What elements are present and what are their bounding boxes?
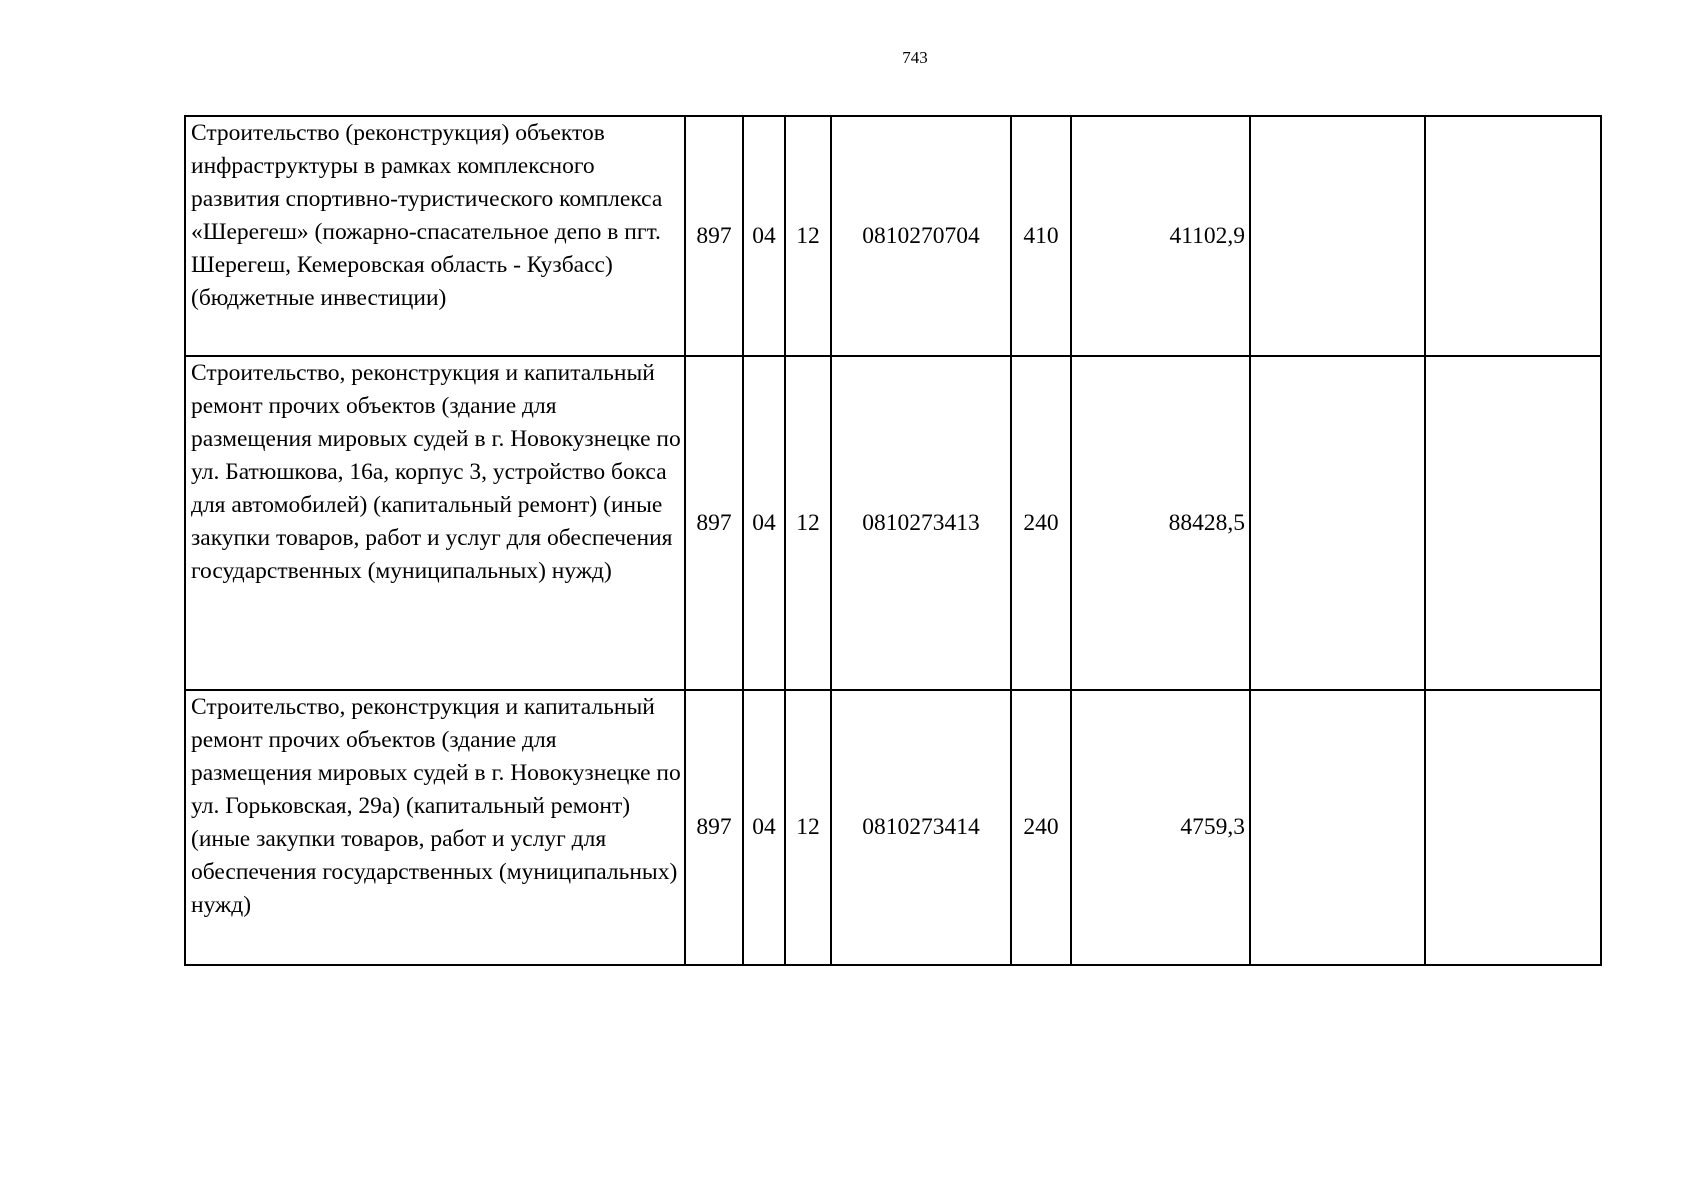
expense-type-code: 240 xyxy=(1011,356,1071,690)
amount: 88428,5 xyxy=(1071,356,1250,690)
ministry-code: 897 xyxy=(685,116,743,356)
budget-table xyxy=(184,115,1602,966)
empty-cell xyxy=(1250,116,1425,356)
subsection-code: 12 xyxy=(785,690,831,965)
section-code: 04 xyxy=(743,116,785,356)
ministry-code: 897 xyxy=(685,690,743,965)
empty-cell xyxy=(1425,356,1601,690)
target-article-code: 0810270704 xyxy=(831,116,1011,356)
table-row xyxy=(185,356,1601,690)
row-description: Строительство, реконструкция и капитальный ремонт прочих объектов (здание для размещения мировых судей в г. Новокузнецке по ул. Горьковская, 29а) (капитальный ремонт) (иные закупки товаров, работ и услуг для обеспечения государственных (муниципальных) нужд) xyxy=(185,690,685,965)
row-description: Строительство, реконструкция и капитальный ремонт прочих объектов (здание для размещения мировых судей в г. Новокузнецке по ул. Батюшкова, 16а, корпус 3, устройство бокса для автомобилей) (капитальный ремонт) (иные закупки товаров, работ и услуг для обеспечения государственных (муниципальных) нужд) xyxy=(185,356,685,690)
page-number: 743 xyxy=(902,48,928,67)
target-article-code: 0810273414 xyxy=(831,690,1011,965)
empty-cell xyxy=(1425,116,1601,356)
expense-type-code: 240 xyxy=(1011,690,1071,965)
empty-cell xyxy=(1250,690,1425,965)
ministry-code: 897 xyxy=(685,356,743,690)
table-row xyxy=(185,690,1601,965)
empty-cell xyxy=(1250,356,1425,690)
row-description: Строительство (реконструкция) объектов инфраструктуры в рамках комплексного развития спортивно-туристического комплекса «Шерегеш» (пожарно-спасательное депо в пгт. Шерегеш, Кемеровская область - Кузбасс) (бюджетные инвестиции) xyxy=(185,116,685,356)
table-row xyxy=(185,116,1601,356)
amount: 4759,3 xyxy=(1071,690,1250,965)
amount: 41102,9 xyxy=(1071,116,1250,356)
section-code: 04 xyxy=(743,356,785,690)
subsection-code: 12 xyxy=(785,356,831,690)
section-code: 04 xyxy=(743,690,785,965)
subsection-code: 12 xyxy=(785,116,831,356)
expense-type-code: 410 xyxy=(1011,116,1071,356)
empty-cell xyxy=(1425,690,1601,965)
target-article-code: 0810273413 xyxy=(831,356,1011,690)
